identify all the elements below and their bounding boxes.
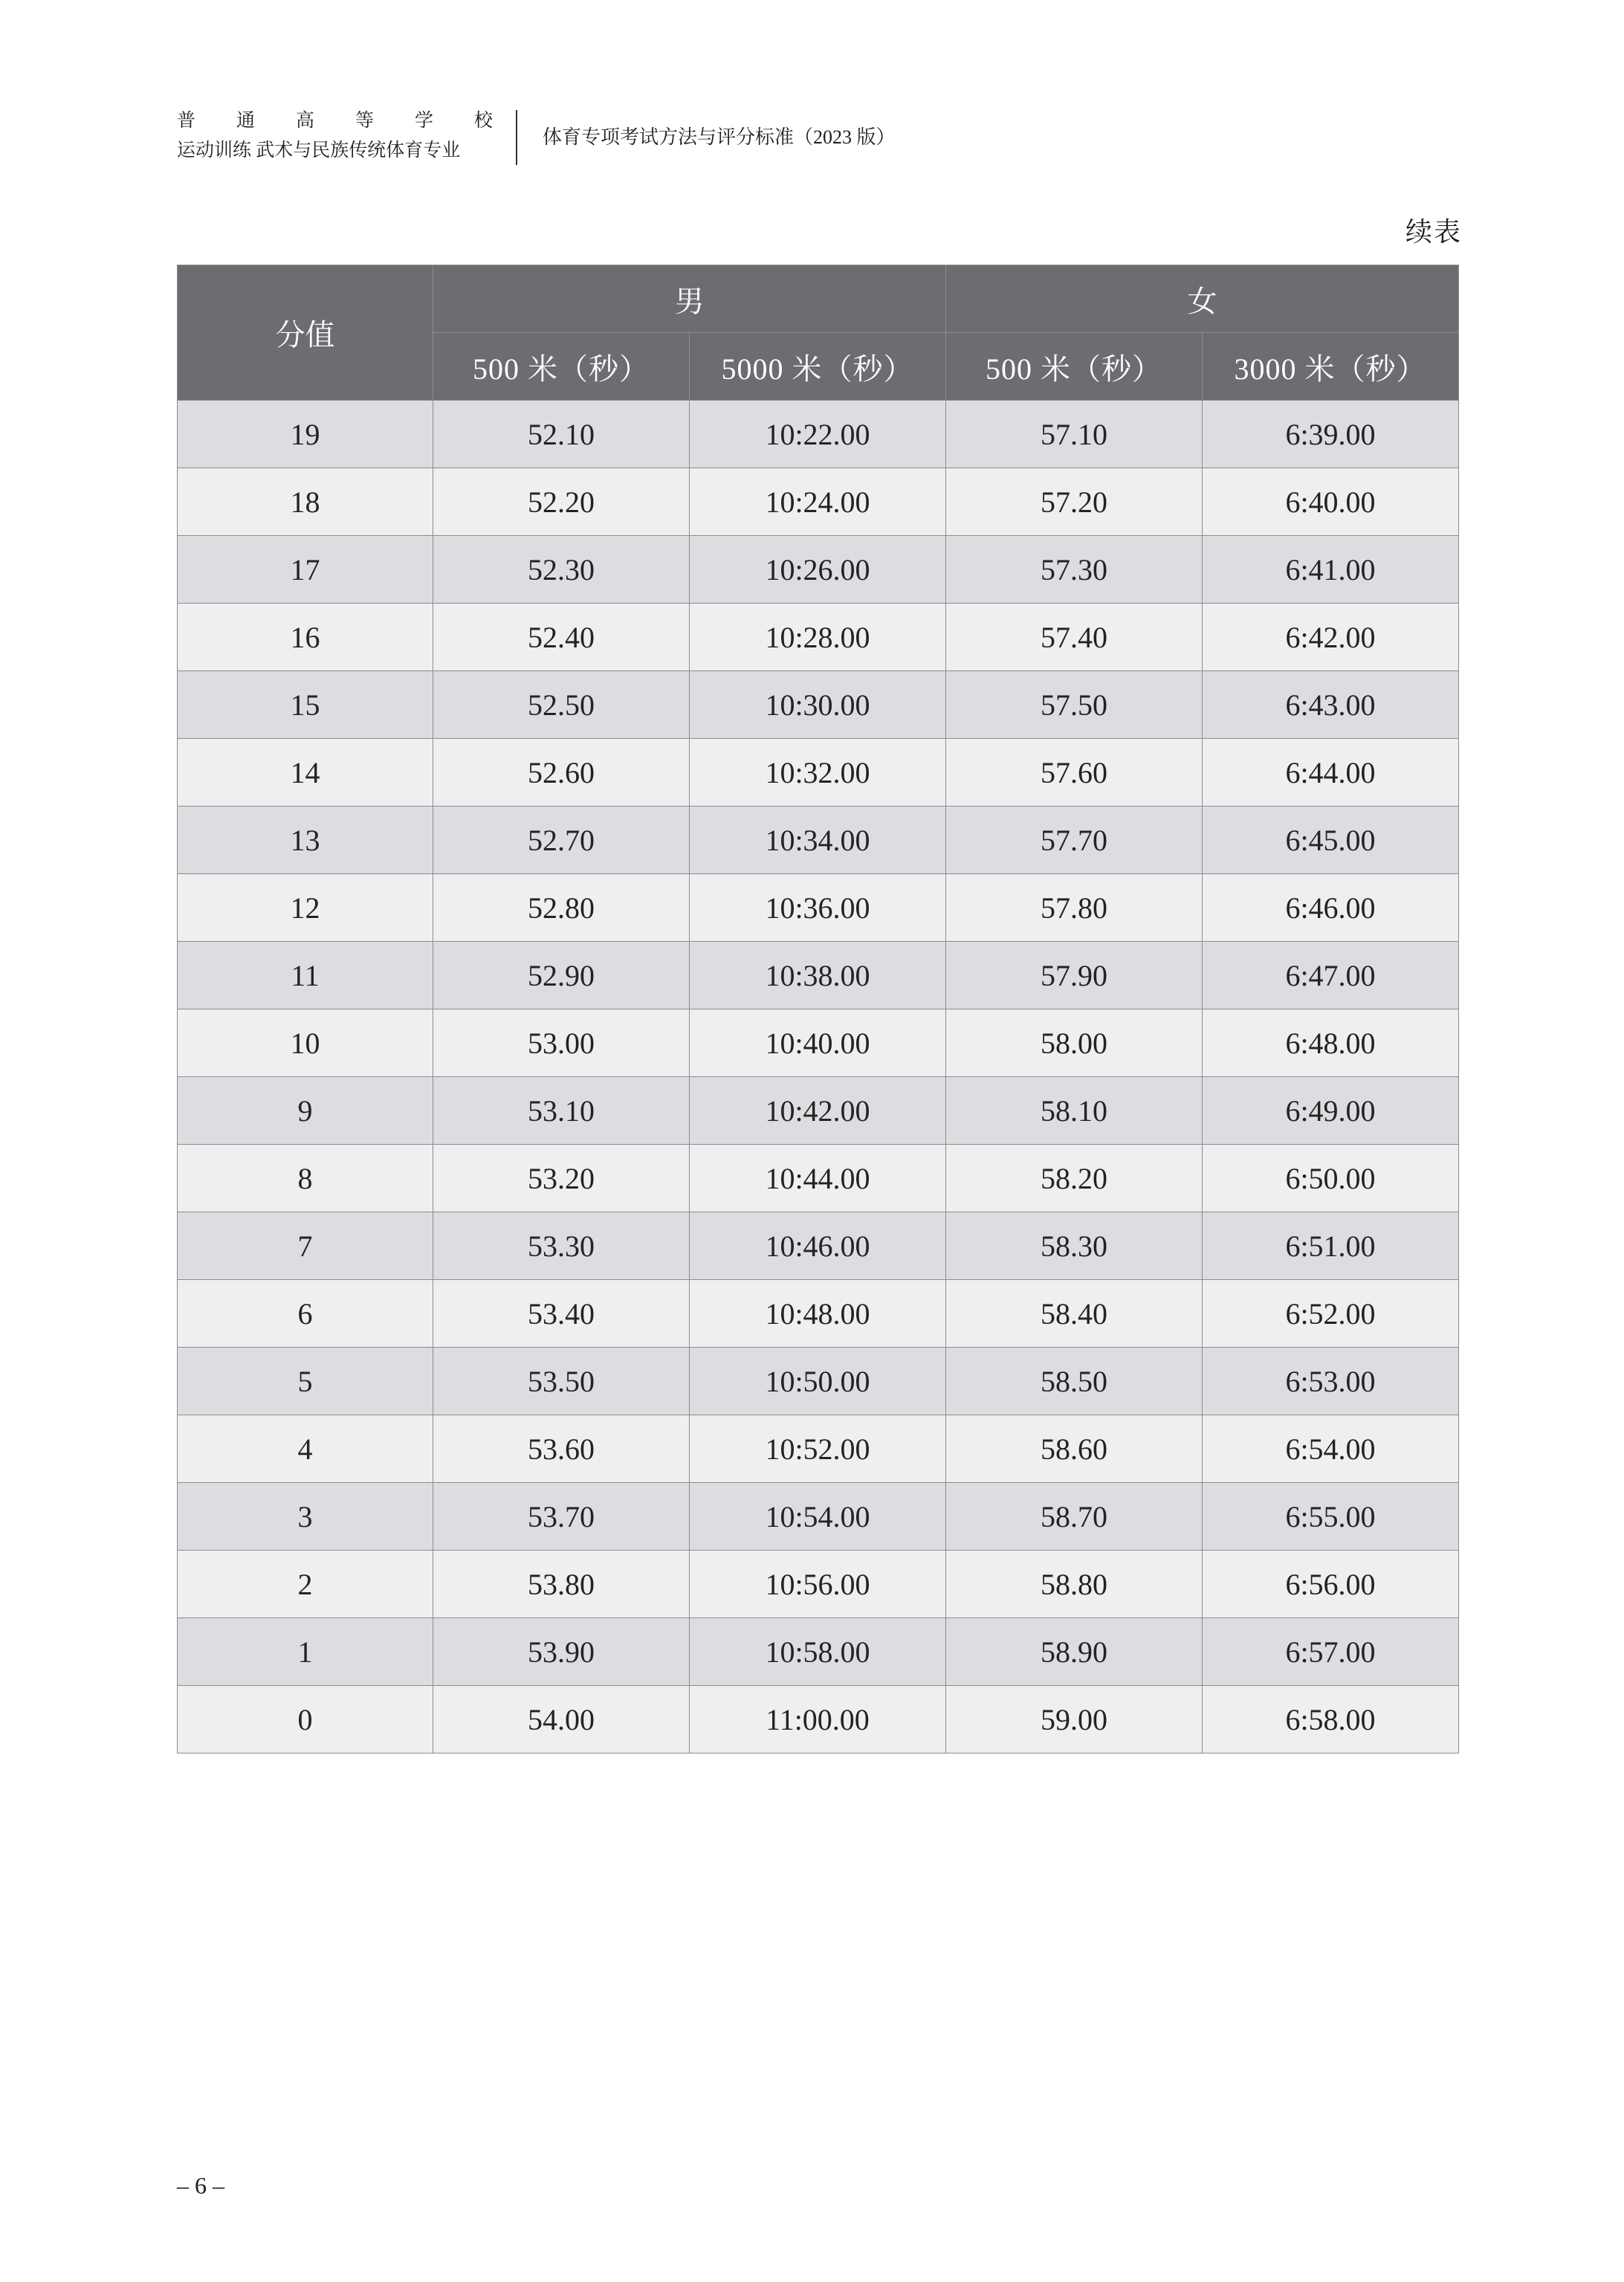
- value-cell: 6:54.00: [1203, 1415, 1459, 1483]
- table-row: [178, 874, 1459, 942]
- value-cell: 6:49.00: [1203, 1077, 1459, 1145]
- table-head: [178, 265, 1459, 401]
- value-cell: 10:40.00: [690, 1009, 946, 1077]
- value-cell: 53.20: [433, 1145, 690, 1212]
- value-cell: 53.40: [433, 1280, 690, 1348]
- value-cell: 10:30.00: [690, 671, 946, 739]
- score-cell: 7: [178, 1212, 433, 1280]
- table-header-row: [178, 265, 1459, 333]
- column-header: 500 米（秒）: [946, 333, 1203, 401]
- value-cell: 10:28.00: [690, 604, 946, 671]
- value-cell: 6:57.00: [1203, 1618, 1459, 1686]
- value-cell: 6:40.00: [1203, 468, 1459, 536]
- value-cell: 10:46.00: [690, 1212, 946, 1280]
- value-cell: 10:50.00: [690, 1348, 946, 1415]
- value-cell: 58.60: [946, 1415, 1203, 1483]
- value-cell: 6:58.00: [1203, 1686, 1459, 1753]
- value-cell: 58.40: [946, 1280, 1203, 1348]
- value-cell: 10:48.00: [690, 1280, 946, 1348]
- score-column-header: 分值: [178, 265, 433, 401]
- score-cell: 9: [178, 1077, 433, 1145]
- table-row: [178, 807, 1459, 874]
- value-cell: 10:44.00: [690, 1145, 946, 1212]
- value-cell: 58.80: [946, 1551, 1203, 1618]
- score-cell: 14: [178, 739, 433, 807]
- score-cell: 17: [178, 536, 433, 604]
- header-major: 运动训练 武术与民族传统体育专业: [177, 140, 461, 161]
- table-body: [178, 401, 1459, 1753]
- value-cell: 57.70: [946, 807, 1203, 874]
- value-cell: 52.20: [433, 468, 690, 536]
- header-divider: [516, 110, 517, 165]
- value-cell: 58.30: [946, 1212, 1203, 1280]
- value-cell: 58.70: [946, 1483, 1203, 1551]
- value-cell: 6:42.00: [1203, 604, 1459, 671]
- value-cell: 58.10: [946, 1077, 1203, 1145]
- value-cell: 10:24.00: [690, 468, 946, 536]
- value-cell: 58.50: [946, 1348, 1203, 1415]
- score-cell: 16: [178, 604, 433, 671]
- value-cell: 53.70: [433, 1483, 690, 1551]
- table-row: [178, 401, 1459, 468]
- table-row: [178, 1415, 1459, 1483]
- table-row: [178, 1009, 1459, 1077]
- score-cell: 8: [178, 1145, 433, 1212]
- value-cell: 53.80: [433, 1551, 690, 1618]
- score-cell: 12: [178, 874, 433, 942]
- score-cell: 4: [178, 1415, 433, 1483]
- value-cell: 53.90: [433, 1618, 690, 1686]
- score-cell: 3: [178, 1483, 433, 1551]
- running-header: [177, 109, 920, 168]
- score-table: [177, 265, 1459, 1753]
- header-document-title: 体育专项考试方法与评分标准（2023 版）: [543, 126, 896, 148]
- score-cell: 19: [178, 401, 433, 468]
- table-row: [178, 671, 1459, 739]
- value-cell: 59.00: [946, 1686, 1203, 1753]
- table-row: [178, 739, 1459, 807]
- value-cell: 6:53.00: [1203, 1348, 1459, 1415]
- value-cell: 57.80: [946, 874, 1203, 942]
- value-cell: 6:43.00: [1203, 671, 1459, 739]
- continued-table-label: 续表: [1405, 217, 1462, 247]
- value-cell: 6:41.00: [1203, 536, 1459, 604]
- score-cell: 11: [178, 942, 433, 1009]
- value-cell: 52.90: [433, 942, 690, 1009]
- value-cell: 10:34.00: [690, 807, 946, 874]
- value-cell: 53.50: [433, 1348, 690, 1415]
- score-cell: 1: [178, 1618, 433, 1686]
- table-row: [178, 468, 1459, 536]
- value-cell: 6:56.00: [1203, 1551, 1459, 1618]
- value-cell: 10:58.00: [690, 1618, 946, 1686]
- value-cell: 57.20: [946, 468, 1203, 536]
- header-char: 高: [295, 111, 314, 131]
- score-cell: 18: [178, 468, 433, 536]
- value-cell: 53.10: [433, 1077, 690, 1145]
- value-cell: 57.30: [946, 536, 1203, 604]
- value-cell: 6:48.00: [1203, 1009, 1459, 1077]
- header-char: 普: [177, 111, 196, 131]
- male-group-header: 男: [433, 265, 946, 333]
- value-cell: 52.10: [433, 401, 690, 468]
- female-group-header: 女: [946, 265, 1459, 333]
- value-cell: 10:56.00: [690, 1551, 946, 1618]
- header-school-type: [177, 109, 493, 134]
- table-row: [178, 1348, 1459, 1415]
- value-cell: 57.40: [946, 604, 1203, 671]
- score-cell: 15: [178, 671, 433, 739]
- value-cell: 52.30: [433, 536, 690, 604]
- header-char: 等: [355, 111, 374, 131]
- value-cell: 57.10: [946, 401, 1203, 468]
- value-cell: 10:52.00: [690, 1415, 946, 1483]
- value-cell: 10:32.00: [690, 739, 946, 807]
- value-cell: 10:38.00: [690, 942, 946, 1009]
- table-row: [178, 536, 1459, 604]
- score-cell: 0: [178, 1686, 433, 1753]
- value-cell: 52.80: [433, 874, 690, 942]
- value-cell: 52.40: [433, 604, 690, 671]
- value-cell: 52.50: [433, 671, 690, 739]
- value-cell: 52.70: [433, 807, 690, 874]
- table-row: [178, 1212, 1459, 1280]
- value-cell: 58.00: [946, 1009, 1203, 1077]
- score-cell: 2: [178, 1551, 433, 1618]
- value-cell: 6:47.00: [1203, 942, 1459, 1009]
- column-header: 500 米（秒）: [433, 333, 690, 401]
- column-header: 3000 米（秒）: [1203, 333, 1459, 401]
- value-cell: 57.50: [946, 671, 1203, 739]
- header-char: 通: [236, 111, 255, 131]
- column-header: 5000 米（秒）: [690, 333, 946, 401]
- value-cell: 6:51.00: [1203, 1212, 1459, 1280]
- table-row: [178, 942, 1459, 1009]
- value-cell: 11:00.00: [690, 1686, 946, 1753]
- value-cell: 58.20: [946, 1145, 1203, 1212]
- value-cell: 10:22.00: [690, 401, 946, 468]
- value-cell: 10:36.00: [690, 874, 946, 942]
- table-row: [178, 1145, 1459, 1212]
- value-cell: 53.60: [433, 1415, 690, 1483]
- value-cell: 6:45.00: [1203, 807, 1459, 874]
- header-left: [177, 109, 496, 164]
- header-char: 校: [473, 111, 493, 131]
- score-cell: 5: [178, 1348, 433, 1415]
- value-cell: 10:26.00: [690, 536, 946, 604]
- value-cell: 6:50.00: [1203, 1145, 1459, 1212]
- table-row: [178, 1077, 1459, 1145]
- value-cell: 57.60: [946, 739, 1203, 807]
- value-cell: 54.00: [433, 1686, 690, 1753]
- value-cell: 10:54.00: [690, 1483, 946, 1551]
- table-row: [178, 1483, 1459, 1551]
- page-number: – 6 –: [177, 2172, 224, 2199]
- value-cell: 52.60: [433, 739, 690, 807]
- table-row: [178, 604, 1459, 671]
- value-cell: 6:55.00: [1203, 1483, 1459, 1551]
- table-row: [178, 1551, 1459, 1618]
- score-cell: 6: [178, 1280, 433, 1348]
- score-cell: 13: [178, 807, 433, 874]
- score-cell: 10: [178, 1009, 433, 1077]
- table-row: [178, 1618, 1459, 1686]
- value-cell: 6:52.00: [1203, 1280, 1459, 1348]
- value-cell: 6:46.00: [1203, 874, 1459, 942]
- value-cell: 10:42.00: [690, 1077, 946, 1145]
- value-cell: 57.90: [946, 942, 1203, 1009]
- value-cell: 6:39.00: [1203, 401, 1459, 468]
- value-cell: 53.00: [433, 1009, 690, 1077]
- value-cell: 58.90: [946, 1618, 1203, 1686]
- value-cell: 6:44.00: [1203, 739, 1459, 807]
- value-cell: 53.30: [433, 1212, 690, 1280]
- table-row: [178, 1280, 1459, 1348]
- table-row: [178, 1686, 1459, 1753]
- header-char: 学: [414, 111, 433, 131]
